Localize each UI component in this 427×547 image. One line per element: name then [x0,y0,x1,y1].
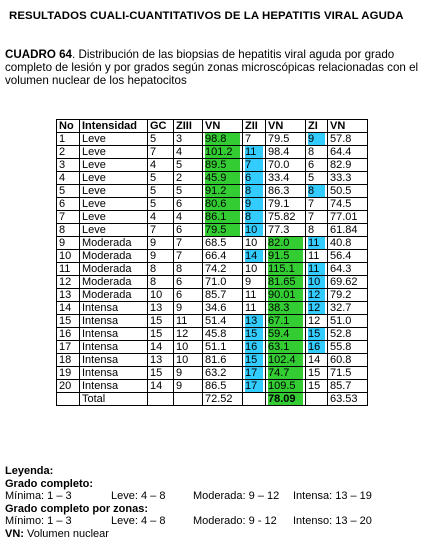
table-cell [306,302,328,315]
highlighted-value: 9 [245,198,263,210]
table-cell: 10 [174,354,203,367]
table-cell: 10 [243,263,266,276]
highlighted-value: 109.5 [268,380,303,392]
table-cell: 18 [57,354,80,367]
table-cell: Intensa [80,341,148,354]
legend-grado-completo-heading: Grado completo: [5,477,94,490]
total-cell [306,393,328,406]
table-cell: Leve [80,146,148,159]
table-cell: 71.0 [203,276,243,289]
highlighted-value: 101.2 [205,146,240,158]
highlighted-value: 6 [245,172,263,184]
table-cell: Moderada [80,250,148,263]
highlighted-value: 10 [245,224,263,236]
table-cell [266,380,306,393]
highlighted-value: 15 [245,354,263,366]
highlighted-value: 79.5 [205,224,240,236]
table-cell [306,276,328,289]
table-cell: 34.6 [203,302,243,315]
table-cell: Intensa [80,380,148,393]
header-cell: ZII [243,120,266,133]
table-cell [266,367,306,380]
table-cell [266,341,306,354]
table-row [57,289,368,302]
table-row [57,146,368,159]
highlighted-value: 8 [308,185,325,197]
highlighted-value: 45.9 [205,172,240,184]
header-cell: Intensidad [80,120,148,133]
table-row [57,276,368,289]
legend-heading: Leyenda: [5,465,54,477]
table-row [57,198,368,211]
table-cell: 66.4 [203,250,243,263]
total-cell: 63.53 [328,393,368,406]
table-cell: 50.5 [328,185,368,198]
table-cell: 55.8 [328,341,368,354]
table-cell [306,263,328,276]
table-cell: 16 [57,328,80,341]
table-caption [5,48,423,87]
table-cell: 2 [174,172,203,185]
table-cell: Leve [80,211,148,224]
table-cell: Intensa [80,328,148,341]
table-cell [306,341,328,354]
highlighted-value: 15 [245,328,263,340]
total-cell [57,393,80,406]
table-cell [306,185,328,198]
table-cell [266,289,306,302]
highlighted-value: 13 [245,315,263,327]
highlighted-value: 89.5 [205,159,240,171]
table-cell: 77.01 [328,211,368,224]
table-cell: Moderada [80,237,148,250]
table-body [57,120,368,406]
header-cell: No [57,120,80,133]
total-cell [148,393,174,406]
highlighted-value: 91.2 [205,185,240,197]
highlighted-value: 82.0 [268,237,303,249]
table-cell [243,380,266,393]
table-cell: 14 [148,341,174,354]
highlighted-value: 74.7 [268,367,303,379]
highlighted-value: 8 [245,185,263,197]
table-cell: Leve [80,185,148,198]
table-cell: 12 [306,315,328,328]
table-cell: 64.4 [328,146,368,159]
table-cell: 5 [148,172,174,185]
table-cell: 10 [148,289,174,302]
table-cell: 57.8 [328,133,368,146]
table-cell: 15 [148,367,174,380]
table-cell: Moderada [80,263,148,276]
highlighted-value: 63.1 [268,341,303,353]
table-cell: 8 [57,224,80,237]
table-cell: 4 [174,146,203,159]
table-cell: 63.2 [203,367,243,380]
table-cell [306,289,328,302]
caption-text: . Distribución de las biopsias de hepatitis viral aguda por grado completo de lesión y por grados según zonas microscópicas relacionadas con el volumen nuclear de los hepatocitos [5,48,419,87]
table-cell: Moderada [80,276,148,289]
highlighted-value: 59.4 [268,328,303,340]
table-cell: 4 [148,211,174,224]
table-cell [243,185,266,198]
table-cell: 4 [174,211,203,224]
highlighted-value: 12 [308,289,325,301]
table-row [57,211,368,224]
table-cell: 40.8 [328,237,368,250]
table-cell [306,133,328,146]
table-row [57,250,368,263]
highlighted-value: 14 [245,250,263,262]
table-cell: Leve [80,133,148,146]
highlighted-value: 38.3 [268,302,303,314]
table-cell: 82.9 [328,159,368,172]
header-cell: ZI [306,120,328,133]
legend-vn-text: Volumen nuclear [23,527,109,540]
table-cell [306,237,328,250]
table-cell: 12 [57,276,80,289]
table-row [57,237,368,250]
table-cell: 7 [174,250,203,263]
table-cell: 5 [174,185,203,198]
table-cell [203,185,243,198]
table-cell: 7 [306,198,328,211]
highlighted-value: 7 [245,159,263,171]
highlighted-value: 8 [245,211,263,223]
legend-item: Mínima: 1 – 3 [5,490,72,503]
table-cell: Intensa [80,367,148,380]
total-cell [266,393,306,406]
table-cell: 9 [243,276,266,289]
table-cell: 77.3 [266,224,306,237]
legend-vn [5,528,425,541]
table-cell: 86.5 [203,380,243,393]
highlighted-value: 86.1 [205,211,240,223]
header-cell: VN [266,120,306,133]
table-cell: 15 [148,328,174,341]
table-cell: 51.4 [203,315,243,328]
table-cell [243,315,266,328]
table-cell: 11 [306,250,328,263]
table-cell: 9 [148,237,174,250]
legend-item: Moderada: 9 – 12 [193,490,280,503]
table-cell: 9 [174,302,203,315]
highlighted-value: 16 [308,341,325,353]
table-cell: 9 [148,250,174,263]
table-row [57,302,368,315]
table-cell [266,237,306,250]
table-cell [243,354,266,367]
highlighted-value: 15 [308,328,325,340]
legend-item: Moderado: 9 - 12 [193,515,277,528]
table-cell: 10 [174,341,203,354]
table-cell: 19 [57,367,80,380]
table-cell [203,133,243,146]
table-cell: 13 [148,302,174,315]
table-header-row [57,120,368,133]
table-cell: 81.6 [203,354,243,367]
data-table [56,119,368,406]
table-cell: 45.8 [203,328,243,341]
table-cell: Leve [80,198,148,211]
table-cell: Leve [80,159,148,172]
legend-item: Intenso: 13 – 20 [293,515,372,528]
highlighted-value: 11 [308,237,325,249]
table-cell: 7 [306,211,328,224]
table-cell: 15 [306,367,328,380]
table-row [57,328,368,341]
table-row [57,133,368,146]
table-cell: 74.5 [328,198,368,211]
table-cell: 51.0 [328,315,368,328]
table-cell: 6 [174,198,203,211]
table-cell: 61.84 [328,224,368,237]
table-cell [243,159,266,172]
table-cell: 70.0 [266,159,306,172]
legend-item: Leve: 4 – 8 [111,515,166,528]
table-cell: 79.2 [328,289,368,302]
table-cell: 3 [174,133,203,146]
header-cell: ZIII [174,120,203,133]
caption-label: CUADRO 64 [5,48,72,61]
highlighted-value: 10 [308,276,325,288]
table-cell: 7 [148,146,174,159]
highlighted-total: 78.09 [268,393,303,405]
table-cell: 7 [57,211,80,224]
table-cell [243,211,266,224]
table-cell: 69.62 [328,276,368,289]
table-cell: 2 [57,146,80,159]
table-cell: Intensa [80,302,148,315]
highlighted-value: 12 [308,302,325,314]
table-row [57,224,368,237]
table-row [57,341,368,354]
table-cell [266,315,306,328]
table-cell: 75.82 [266,211,306,224]
table-cell [266,354,306,367]
highlighted-value: 16 [245,341,263,353]
table-cell: 52.8 [328,328,368,341]
legend-item: Mínimo: 1 – 3 [5,515,72,528]
table-row [57,315,368,328]
table-cell: 14 [148,380,174,393]
table-cell: 5 [148,185,174,198]
highlighted-value: 81.65 [268,276,303,288]
highlighted-value: 11 [245,146,263,158]
table-cell: 11 [57,263,80,276]
table-cell: 4 [57,172,80,185]
table-row [57,354,368,367]
highlighted-value: 102.4 [268,354,303,366]
table-cell: 12 [174,328,203,341]
table-cell: 7 [243,133,266,146]
page-title: RESULTADOS CUALI-CUANTITATIVOS DE LA HEPATITIS VIRAL AGUDA [9,10,404,22]
table-cell: 8 [174,263,203,276]
table-row [57,380,368,393]
table-cell: 5 [306,172,328,185]
table-cell: 14 [306,354,328,367]
table-cell [243,250,266,263]
table-cell: 5 [148,133,174,146]
highlighted-value: 17 [245,380,263,392]
table-cell [203,172,243,185]
table-cell: 64.3 [328,263,368,276]
table-cell: 11 [174,315,203,328]
header-cell: VN [328,120,368,133]
table-cell [266,250,306,263]
table-cell [203,198,243,211]
table-cell: 74.2 [203,263,243,276]
table-cell: 1 [57,133,80,146]
table-cell: 32.7 [328,302,368,315]
table-cell: 56.4 [328,250,368,263]
table-cell: 7 [148,224,174,237]
highlighted-value: 67.1 [268,315,303,327]
table-cell: 8 [306,224,328,237]
table-cell [203,224,243,237]
legend-grado-zonas-heading: Grado completo por zonas: [5,502,149,515]
total-cell [174,393,203,406]
table-cell: 8 [148,263,174,276]
table-cell: 15 [57,315,80,328]
table-cell: 15 [306,380,328,393]
table-cell: 8 [148,276,174,289]
total-cell [243,393,266,406]
highlighted-value: 98.8 [205,133,240,145]
table-cell [266,263,306,276]
table-cell: 60.8 [328,354,368,367]
table-cell [203,211,243,224]
table-cell: 68.5 [203,237,243,250]
table-cell [203,159,243,172]
table-cell: Moderada [80,289,148,302]
highlighted-value: 90.01 [268,289,303,301]
table-cell: 11 [243,302,266,315]
header-cell: GC [148,120,174,133]
legend-item: Intensa: 13 – 19 [293,490,372,503]
table-cell: 7 [174,237,203,250]
table-cell: 8 [306,146,328,159]
legend-grado-completo-row [5,490,425,503]
table-cell: 6 [174,276,203,289]
table-cell: Leve [80,224,148,237]
table-cell [203,146,243,159]
table-cell: 13 [148,354,174,367]
legend [5,465,425,541]
table-row [57,159,368,172]
table-cell [243,146,266,159]
highlighted-value: 80.6 [205,198,240,210]
table-cell: 4 [148,159,174,172]
table-cell [243,224,266,237]
table-row [57,185,368,198]
table-cell [266,276,306,289]
table-cell: Intensa [80,315,148,328]
table-cell: 6 [174,289,203,302]
table-cell: 15 [148,315,174,328]
highlighted-value: 9 [308,133,325,145]
table-cell: 6 [174,224,203,237]
table-cell: 98.4 [266,146,306,159]
highlighted-value: 91.5 [268,250,303,262]
total-cell: 72.52 [203,393,243,406]
table-row [57,367,368,380]
table-cell [306,328,328,341]
table-cell: 5 [174,159,203,172]
table-cell: 33.4 [266,172,306,185]
table-cell [266,328,306,341]
table-cell: 86.3 [266,185,306,198]
table-cell: 9 [174,367,203,380]
table-cell: 10 [243,237,266,250]
table-cell: 17 [57,341,80,354]
table-cell: 6 [57,198,80,211]
highlighted-value: 17 [245,367,263,379]
table-cell [243,172,266,185]
table-cell [243,367,266,380]
header-cell: VN [203,120,243,133]
table-cell: 79.1 [266,198,306,211]
table-cell: 6 [306,159,328,172]
legend-vn-abbr: VN: [5,527,24,540]
table-cell: 5 [57,185,80,198]
table-cell [266,302,306,315]
table-cell: 51.1 [203,341,243,354]
table-cell: 85.7 [203,289,243,302]
table-cell: 20 [57,380,80,393]
table-cell: 9 [57,237,80,250]
table-cell: 10 [57,250,80,263]
table-cell: 79.5 [266,133,306,146]
table-cell: Intensa [80,354,148,367]
table-cell: 9 [174,380,203,393]
table-cell: 11 [243,289,266,302]
legend-grado-zonas-row [5,515,425,528]
total-cell: Total [80,393,148,406]
table-cell: 33.3 [328,172,368,185]
highlighted-value: 11 [308,263,325,275]
table-cell: 14 [57,302,80,315]
table-cell: 13 [57,289,80,302]
table-cell: 85.7 [328,380,368,393]
table-row [57,263,368,276]
table-cell [243,328,266,341]
table-cell: 3 [57,159,80,172]
table-cell: Leve [80,172,148,185]
legend-item: Leve: 4 – 8 [111,490,166,503]
table-cell [243,341,266,354]
table-cell: 71.5 [328,367,368,380]
highlighted-value: 115.1 [268,263,303,275]
table-total-row [57,393,368,406]
table-cell [243,198,266,211]
table-row [57,172,368,185]
table-cell: 5 [148,198,174,211]
